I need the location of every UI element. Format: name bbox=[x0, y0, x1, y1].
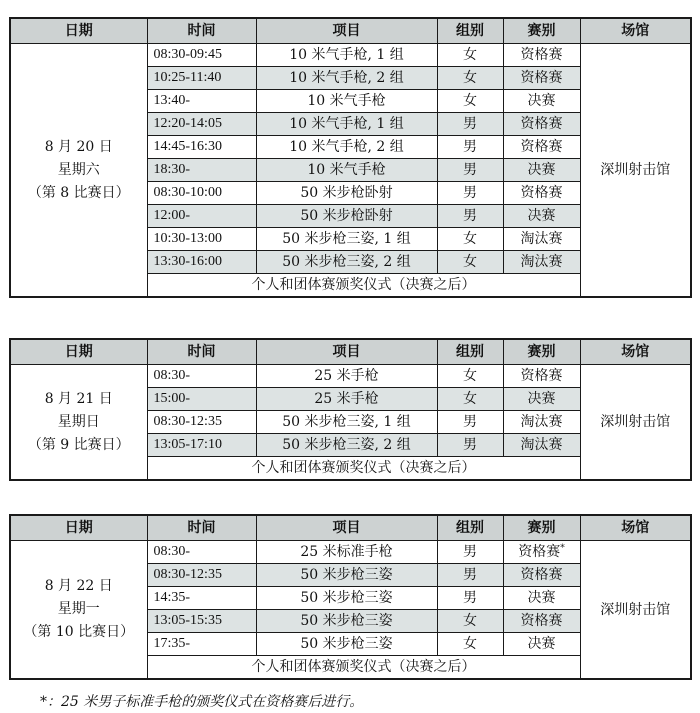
stage-cell bbox=[503, 411, 580, 434]
date-cell bbox=[10, 541, 147, 680]
event-cell-text: 10 米气手枪 bbox=[307, 162, 386, 178]
table-row bbox=[10, 365, 691, 388]
header-row bbox=[10, 339, 691, 365]
header-date: 日期 bbox=[10, 339, 147, 365]
ceremony-cell: 个人和团体赛颁奖仪式（决赛之后） bbox=[147, 656, 580, 680]
date-line: （第 8 比赛日） bbox=[27, 184, 130, 201]
stage-cell-text: 资格赛 bbox=[520, 116, 563, 132]
time-cell-text: 14:35- bbox=[153, 590, 191, 605]
footnote: *：25 米男子标准手枪的颁奖仪式在资格赛后进行。 bbox=[40, 694, 364, 710]
time-cell-text: 08:30- bbox=[153, 368, 191, 383]
stage-cell bbox=[503, 365, 580, 388]
header-row bbox=[10, 515, 691, 541]
stage-cell bbox=[503, 587, 580, 610]
time-cell-text: 13:40- bbox=[153, 93, 191, 108]
group-cell-text: 男 bbox=[463, 162, 477, 178]
event-cell-text: 10 米气手枪, 1 组 bbox=[289, 116, 404, 132]
event-cell bbox=[256, 205, 437, 228]
group-cell bbox=[437, 633, 503, 656]
group-cell bbox=[437, 113, 503, 136]
event-cell-text: 50 米步枪三姿, 2 组 bbox=[282, 437, 411, 453]
event-cell bbox=[256, 564, 437, 587]
event-cell-text: 25 米标准手枪 bbox=[300, 544, 393, 560]
time-cell bbox=[147, 251, 256, 274]
event-cell bbox=[256, 365, 437, 388]
header-venue: 场馆 bbox=[580, 339, 691, 365]
group-cell-text: 男 bbox=[463, 567, 477, 583]
ceremony-cell: 个人和团体赛颁奖仪式（决赛之后） bbox=[147, 274, 580, 298]
event-cell bbox=[256, 541, 437, 564]
event-cell bbox=[256, 388, 437, 411]
group-cell bbox=[437, 182, 503, 205]
stage-cell-text: 资格赛 bbox=[518, 544, 561, 560]
time-cell bbox=[147, 228, 256, 251]
time-cell bbox=[147, 44, 256, 67]
time-cell bbox=[147, 587, 256, 610]
time-cell-text: 08:30-12:35 bbox=[153, 567, 222, 582]
group-cell bbox=[437, 587, 503, 610]
stage-cell bbox=[503, 136, 580, 159]
event-cell bbox=[256, 610, 437, 633]
stage-cell bbox=[503, 610, 580, 633]
time-cell bbox=[147, 182, 256, 205]
time-cell-text: 14:45-16:30 bbox=[153, 139, 222, 154]
stage-cell-text: 资格赛 bbox=[520, 185, 563, 201]
event-cell bbox=[256, 411, 437, 434]
event-cell-text: 50 米步枪三姿 bbox=[300, 567, 393, 583]
time-cell-text: 15:00- bbox=[153, 391, 191, 406]
time-cell-text: 13:05-17:10 bbox=[153, 437, 222, 452]
group-cell-text: 女 bbox=[463, 93, 477, 109]
stage-cell bbox=[503, 633, 580, 656]
event-cell-text: 10 米气手枪, 1 组 bbox=[289, 47, 404, 63]
event-cell-text: 50 米步枪三姿 bbox=[300, 636, 393, 652]
header-date: 日期 bbox=[10, 18, 147, 44]
stage-cell-text: 资格赛 bbox=[520, 368, 563, 384]
date-line: 星期日 bbox=[57, 413, 100, 430]
time-cell-text: 10:30-13:00 bbox=[153, 231, 222, 246]
event-cell bbox=[256, 67, 437, 90]
footnote-marker: * bbox=[560, 543, 565, 554]
group-cell-text: 男 bbox=[463, 185, 477, 201]
header-row bbox=[10, 18, 691, 44]
event-cell bbox=[256, 434, 437, 457]
header-time: 时间 bbox=[147, 515, 256, 541]
event-cell-text: 25 米手枪 bbox=[314, 368, 379, 384]
group-cell bbox=[437, 136, 503, 159]
stage-cell-text: 资格赛 bbox=[520, 47, 563, 63]
group-cell-text: 男 bbox=[463, 208, 477, 224]
venue-cell: 深圳射击馆 bbox=[580, 541, 691, 680]
date-line: 星期一 bbox=[57, 601, 100, 617]
header-time: 时间 bbox=[147, 18, 256, 44]
stage-cell bbox=[503, 434, 580, 457]
group-cell-text: 女 bbox=[463, 70, 477, 86]
event-cell-text: 50 米步枪三姿 bbox=[300, 613, 393, 629]
event-cell bbox=[256, 251, 437, 274]
group-cell bbox=[437, 411, 503, 434]
group-cell-text: 女 bbox=[463, 368, 477, 384]
stage-cell bbox=[503, 113, 580, 136]
venue-cell: 深圳射击馆 bbox=[580, 44, 691, 298]
event-cell bbox=[256, 633, 437, 656]
event-cell-text: 10 米气手枪, 2 组 bbox=[289, 70, 404, 86]
event-cell-text: 25 米手枪 bbox=[314, 391, 379, 407]
event-cell-text: 50 米步枪三姿, 1 组 bbox=[282, 231, 411, 247]
group-cell bbox=[437, 541, 503, 564]
time-cell bbox=[147, 136, 256, 159]
group-cell bbox=[437, 251, 503, 274]
time-cell-text: 13:30-16:00 bbox=[153, 254, 222, 269]
group-cell bbox=[437, 159, 503, 182]
event-cell-text: 50 米步枪三姿, 1 组 bbox=[282, 414, 411, 430]
date-line: （第 10 比赛日） bbox=[23, 624, 135, 640]
time-cell bbox=[147, 564, 256, 587]
schedule-table-day-3 bbox=[9, 514, 692, 680]
time-cell-text: 18:30- bbox=[153, 162, 191, 177]
header-stage: 赛别 bbox=[503, 339, 580, 365]
header-venue: 场馆 bbox=[580, 18, 691, 44]
header-venue: 场馆 bbox=[580, 515, 691, 541]
time-cell-text: 17:35- bbox=[153, 636, 191, 651]
group-cell-text: 女 bbox=[463, 231, 477, 247]
time-cell-text: 08:30-10:00 bbox=[153, 185, 222, 200]
group-cell-text: 男 bbox=[463, 590, 477, 606]
header-stage: 赛别 bbox=[503, 515, 580, 541]
stage-cell bbox=[503, 182, 580, 205]
header-time: 时间 bbox=[147, 339, 256, 365]
stage-cell-text: 资格赛 bbox=[520, 567, 563, 583]
date-line: 8 月 20 日 bbox=[44, 138, 113, 155]
time-cell bbox=[147, 610, 256, 633]
date-line: 8 月 22 日 bbox=[44, 578, 113, 594]
schedule-table-day-1 bbox=[9, 17, 692, 298]
event-cell bbox=[256, 113, 437, 136]
event-cell bbox=[256, 136, 437, 159]
time-cell bbox=[147, 411, 256, 434]
group-cell bbox=[437, 44, 503, 67]
header-event: 项目 bbox=[256, 515, 437, 541]
date-line: 星期六 bbox=[57, 161, 100, 178]
group-cell bbox=[437, 90, 503, 113]
time-cell-text: 13:05-15:35 bbox=[153, 613, 222, 628]
stage-cell-text: 资格赛 bbox=[520, 613, 563, 629]
header-event: 项目 bbox=[256, 339, 437, 365]
time-cell bbox=[147, 388, 256, 411]
header-event: 项目 bbox=[256, 18, 437, 44]
group-cell-text: 女 bbox=[463, 636, 477, 652]
group-cell bbox=[437, 67, 503, 90]
event-cell-text: 10 米气手枪 bbox=[307, 93, 386, 109]
ceremony-cell: 个人和团体赛颁奖仪式（决赛之后） bbox=[147, 457, 580, 481]
event-cell bbox=[256, 182, 437, 205]
venue-cell: 深圳射击馆 bbox=[580, 365, 691, 481]
stage-cell-text: 决赛 bbox=[527, 391, 556, 407]
group-cell-text: 男 bbox=[463, 139, 477, 155]
group-cell-text: 男 bbox=[463, 414, 477, 430]
group-cell bbox=[437, 205, 503, 228]
table-row bbox=[10, 541, 691, 564]
stage-cell-text: 淘汰赛 bbox=[520, 231, 563, 247]
stage-cell-text: 决赛 bbox=[527, 208, 556, 224]
event-cell bbox=[256, 587, 437, 610]
header-group: 组别 bbox=[437, 339, 503, 365]
stage-cell bbox=[503, 90, 580, 113]
stage-cell bbox=[503, 388, 580, 411]
group-cell-text: 男 bbox=[463, 437, 477, 453]
time-cell-text: 08:30-12:35 bbox=[153, 414, 222, 429]
stage-cell-text: 资格赛 bbox=[520, 70, 563, 86]
time-cell-text: 08:30-09:45 bbox=[153, 47, 222, 62]
group-cell bbox=[437, 228, 503, 251]
event-cell-text: 50 米步枪卧射 bbox=[300, 185, 393, 201]
stage-cell-text: 决赛 bbox=[527, 590, 556, 606]
date-cell bbox=[10, 365, 147, 481]
event-cell-text: 50 米步枪三姿 bbox=[300, 590, 393, 606]
event-cell bbox=[256, 44, 437, 67]
time-cell bbox=[147, 434, 256, 457]
time-cell bbox=[147, 67, 256, 90]
date-line: 8 月 21 日 bbox=[44, 390, 113, 407]
group-cell-text: 男 bbox=[463, 116, 477, 132]
event-cell-text: 50 米步枪卧射 bbox=[300, 208, 393, 224]
group-cell-text: 女 bbox=[463, 613, 477, 629]
time-cell bbox=[147, 113, 256, 136]
table-row bbox=[10, 44, 691, 67]
stage-cell bbox=[503, 159, 580, 182]
stage-cell-text: 淘汰赛 bbox=[520, 254, 563, 270]
date-cell bbox=[10, 44, 147, 298]
time-cell bbox=[147, 90, 256, 113]
event-cell bbox=[256, 228, 437, 251]
stage-cell bbox=[503, 67, 580, 90]
time-cell-text: 08:30- bbox=[153, 544, 191, 559]
header-stage: 赛别 bbox=[503, 18, 580, 44]
stage-cell-text: 决赛 bbox=[527, 636, 556, 652]
time-cell bbox=[147, 159, 256, 182]
event-cell-text: 50 米步枪三姿, 2 组 bbox=[282, 254, 411, 270]
stage-cell-text: 淘汰赛 bbox=[520, 414, 563, 430]
stage-cell-text: 资格赛 bbox=[520, 139, 563, 155]
schedule-table-day-2 bbox=[9, 338, 692, 481]
group-cell bbox=[437, 610, 503, 633]
header-group: 组别 bbox=[437, 18, 503, 44]
header-date: 日期 bbox=[10, 515, 147, 541]
group-cell-text: 女 bbox=[463, 254, 477, 270]
group-cell-text: 男 bbox=[463, 544, 477, 560]
event-cell bbox=[256, 159, 437, 182]
event-cell bbox=[256, 90, 437, 113]
group-cell-text: 女 bbox=[463, 391, 477, 407]
time-cell bbox=[147, 205, 256, 228]
stage-cell-text: 决赛 bbox=[527, 162, 556, 178]
group-cell bbox=[437, 388, 503, 411]
group-cell-text: 女 bbox=[463, 47, 477, 63]
header-group: 组别 bbox=[437, 515, 503, 541]
event-cell-text: 10 米气手枪, 2 组 bbox=[289, 139, 404, 155]
time-cell bbox=[147, 541, 256, 564]
stage-cell-text: 决赛 bbox=[527, 93, 556, 109]
stage-cell bbox=[503, 541, 580, 564]
stage-cell bbox=[503, 44, 580, 67]
stage-cell bbox=[503, 564, 580, 587]
group-cell bbox=[437, 365, 503, 388]
time-cell-text: 12:20-14:05 bbox=[153, 116, 222, 131]
time-cell bbox=[147, 365, 256, 388]
stage-cell bbox=[503, 205, 580, 228]
group-cell bbox=[437, 564, 503, 587]
time-cell bbox=[147, 633, 256, 656]
stage-cell-text: 淘汰赛 bbox=[520, 437, 563, 453]
stage-cell bbox=[503, 251, 580, 274]
group-cell bbox=[437, 434, 503, 457]
stage-cell bbox=[503, 228, 580, 251]
time-cell-text: 12:00- bbox=[153, 208, 191, 223]
date-line: （第 9 比赛日） bbox=[27, 436, 130, 453]
time-cell-text: 10:25-11:40 bbox=[153, 70, 222, 85]
